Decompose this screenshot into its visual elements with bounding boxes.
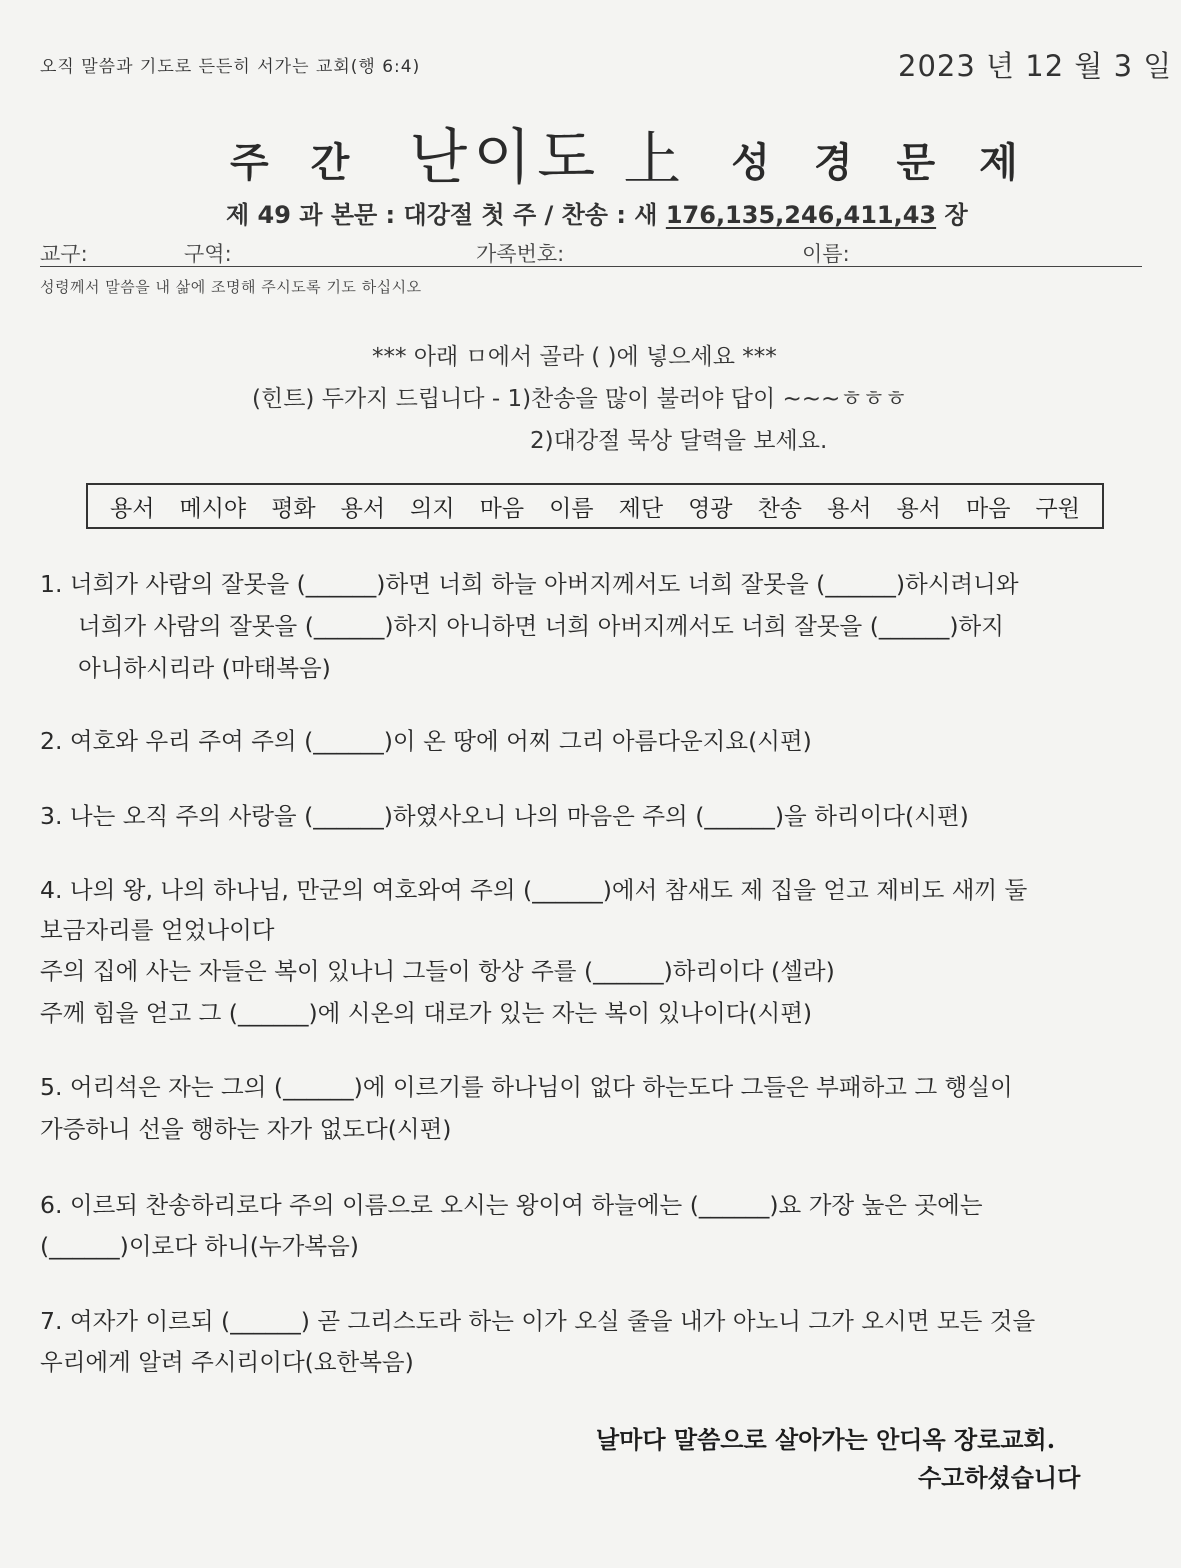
hymn-numbers: 176,135,246,411,43 (665, 201, 937, 229)
church-signature: 날마다 말씀으로 살아가는 안디옥 장로교회. (596, 1425, 1056, 1454)
question-7-line-1: 7. 여자가 이르되 (______) 곧 그리스도라 하는 이가 오실 줄을 내가 아노니 그가 오시면 모든 것을 (40, 1307, 1036, 1335)
question-3: 3. 나는 오직 주의 사랑을 (______)하였사오니 나의 마음은 주의 (______)을 하리이다(시편) (40, 802, 969, 830)
question-1-line-3: 아니하시리라 (마태복음) (78, 654, 331, 682)
family-number-label: 가족번호: (476, 242, 565, 266)
name-label: 이름: (802, 242, 850, 266)
word-bank-item: 영광 (688, 495, 733, 522)
word-bank-item: 평화 (271, 495, 316, 522)
question-6-line-2: (______)이로다 하니(누가복음) (40, 1232, 359, 1260)
title-level: 上 (623, 125, 682, 193)
word-bank-item: 구원 (1035, 495, 1080, 522)
question-5-line-1: 5. 어리석은 자는 그의 (______)에 이르기를 하나님이 없다 하는도다 그들은 부패하고 그 행실이 (40, 1073, 1013, 1101)
question-7-line-2: 우리에게 알려 주시리이다(요한복음) (40, 1348, 414, 1376)
question-2: 2. 여호와 우리 주여 주의 (______)이 온 땅에 어찌 그리 아름다운지요(시편) (40, 727, 812, 755)
worksheet-title (230, 118, 1062, 193)
church-motto: 오직 말씀과 기도로 든든히 서가는 교회(행 6:4) (40, 57, 421, 77)
instruction-line-3: 2)대강절 묵상 달력을 보세요. (530, 428, 828, 454)
lesson-prefix: 제 49 과 본문 : 대강절 첫 주 / 찬송 : 새 (226, 201, 666, 229)
word-bank-item: 찬송 (757, 495, 803, 522)
question-4-line-2: 보금자리를 얻었나이다 (40, 916, 275, 944)
question-1-line-2: 너희가 사람의 잘못을 (______)하지 아니하면 너희 아버지께서도 너희 잘못을 (______)하지 (78, 612, 1004, 640)
lesson-suffix: 장 (936, 201, 968, 229)
question-1-line-1: 1. 너희가 사람의 잘못을 (______)하면 너희 하늘 아버지께서도 너희 잘못을 (______)하시려니와 (40, 570, 1019, 598)
district-label: 교구: (40, 242, 88, 266)
title-weekly: 주간 (230, 140, 392, 186)
word-bank-item: 이름 (549, 495, 594, 522)
word-bank-item: 제단 (618, 495, 664, 522)
question-5-line-2: 가증하니 선을 행하는 자가 없도다(시편) (40, 1115, 452, 1143)
title-bible-quiz: 성경문제 (731, 140, 1062, 186)
lesson-line (226, 195, 968, 230)
prayer-note: 성령께서 말씀을 내 삶에 조명해 주시도록 기도 하십시오 (40, 278, 422, 296)
word-bank-item: 의지 (410, 495, 455, 522)
word-bank-item: 용서 (110, 495, 155, 522)
word-bank-item: 메시야 (179, 495, 247, 522)
word-bank (86, 483, 1104, 529)
worksheet-date: 2023 년 12 월 3 일 (898, 49, 1173, 83)
instruction-line-1: *** 아래 ㅁ에서 골라 ( )에 넣으세요 *** (372, 344, 777, 370)
member-info-fields (40, 236, 1142, 267)
question-4-line-1: 4. 나의 왕, 나의 하나님, 만군의 여호와여 주의 (______)에서 참새도 제 집을 얻고 제비도 새끼 둘 (40, 876, 1028, 904)
question-4-line-4: 주께 힘을 얻고 그 (______)에 시온의 대로가 있는 자는 복이 있나이다(시편) (40, 999, 813, 1027)
word-bank-item: 용서 (827, 495, 872, 522)
word-bank-item: 마음 (479, 495, 525, 522)
word-bank-item: 마음 (966, 495, 1011, 522)
word-bank-item: 용서 (340, 495, 386, 522)
closing-thanks: 수고하셨습니다 (918, 1463, 1081, 1492)
title-difficulty: 난이도 (409, 123, 602, 193)
word-bank-item: 용서 (896, 495, 941, 522)
question-4-line-3: 주의 집에 사는 자들은 복이 있나니 그들이 항상 주를 (______)하리이다 (셀라) (40, 957, 835, 985)
question-6-line-1: 6. 이르되 찬송하리로다 주의 이름으로 오시는 왕이여 하늘에는 (______)요 가장 높은 곳에는 (40, 1191, 983, 1219)
instruction-line-2: (힌트) 두가지 드립니다 - 1)찬송을 많이 불러야 답이 ~~~ㅎㅎㅎ (252, 386, 907, 412)
area-label: 구역: (184, 242, 232, 266)
